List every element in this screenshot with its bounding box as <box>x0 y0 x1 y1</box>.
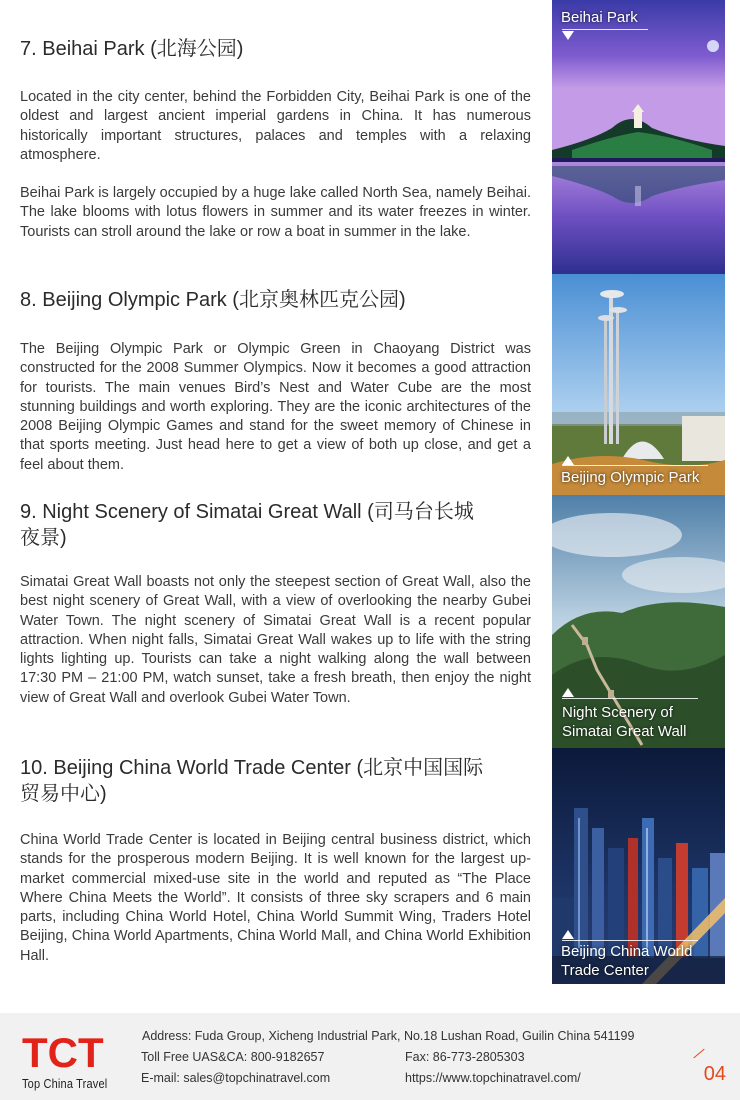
photo-world-trade-center <box>552 748 725 984</box>
photo-caption-line: Simatai Great Wall <box>562 723 687 740</box>
photo-caption-line: Night Scenery of <box>562 704 673 721</box>
caption-divider <box>562 465 708 466</box>
section-paragraph: Located in the city center, behind the Forbidden City, Beihai Park is one of the oldest and largest ancient imperial gardens in China. It has numerous historically important structures, palaces and temples with a relaxing atmosphere. <box>20 89 531 163</box>
photo-caption-line: Beijing China World <box>561 943 693 960</box>
photo-beihai-park <box>552 0 725 274</box>
caption-triangle-icon <box>562 456 574 465</box>
section-beihai-park <box>20 36 531 242</box>
section-title-line: 10. Beijing China World Trade Center (北京中国国际 <box>20 757 484 779</box>
section-title-line: 9. Night Scenery of Simatai Great Wall (司马台长城 <box>20 501 474 523</box>
footer-website-link[interactable]: https://www.topchinatravel.com/ <box>405 1071 581 1085</box>
section-title <box>20 755 531 807</box>
section-title-line: 夜景) <box>20 527 67 549</box>
olympic-park-image <box>552 274 725 495</box>
caption-triangle-icon <box>562 688 574 697</box>
logo-letters: TCT <box>22 1029 104 1075</box>
footer-toll-free: Toll Free UAS&CA: 800-9182657 <box>141 1050 325 1064</box>
footer-fax: Fax: 86-773-2805303 <box>405 1050 525 1064</box>
page-footer <box>0 1013 740 1100</box>
logo-text: Top China Travel <box>22 1077 108 1091</box>
page-number-accent <box>693 1049 704 1059</box>
section-simatai-great-wall <box>20 499 531 708</box>
section-title-line: 贸易中心) <box>20 783 107 805</box>
section-paragraph: The Beijing Olympic Park or Olympic Green in Chaoyang District was constructed for the 2008 Summer Olympics. Now it becomes a good attraction for tourists. The main venues Bird’s Nest and Water Cube are the most stunning buildings and worth exploring. They are the iconic architectures of the 2008 Beijing Olympic Games and stand for the sweet memory of Chinese in that sports meeting. Just head here to get a view of both up close, and get a feel about them. <box>20 341 531 473</box>
company-logo <box>20 1029 110 1089</box>
tct-logo-icon <box>20 1029 110 1075</box>
footer-address: Address: Fuda Group, Xicheng Industrial Park, No.18 Lushan Road, Guilin China 541199 <box>142 1029 635 1043</box>
caption-triangle-icon <box>562 930 574 939</box>
caption-divider <box>562 29 648 30</box>
photo-caption: Beihai Park <box>561 9 638 26</box>
section-olympic-park <box>20 287 531 475</box>
section-title: 7. Beihai Park (北海公园) <box>20 38 244 60</box>
beihai-park-image <box>552 0 725 274</box>
footer-email[interactable]: E-mail: sales@topchinatravel.com <box>141 1071 331 1085</box>
photo-caption: Beijing Olympic Park <box>561 469 700 486</box>
section-title <box>20 499 531 551</box>
section-paragraph: Simatai Great Wall boasts not only the steepest section of Great Wall, also the best night scenery of Great Wall, with a view of overlooking the nearby Gubei Water Town. The night scenery of Simatai Great Wall is a recent popular attraction. When night falls, Simatai Great Wall wakes up to life with the string lights lighting up. Tourists can take a night walking along the wall between 17:30 PM – 21:00 PM, watch sunset, take a fresh breath, then enjoy the night view of Great Wall and overlook Gubei Water Town. <box>20 574 531 706</box>
section-paragraph: Beihai Park is largely occupied by a huge lake called North Sea, namely Beihai. The lake blooms with lotus flowers in summer and its water freezes in winter. Tourists can stroll around the lake or row a boat in summer in the lake. <box>20 185 531 240</box>
photo-olympic-park <box>552 274 725 495</box>
photo-simatai-great-wall <box>552 495 725 748</box>
section-title: 8. Beijing Olympic Park (北京奥林匹克公园) <box>20 289 406 311</box>
photo-caption <box>562 703 686 741</box>
page-number: 04 <box>703 1063 726 1085</box>
caption-divider <box>562 940 698 941</box>
photo-caption-line: Trade Center <box>561 962 649 979</box>
caption-triangle-icon <box>562 31 574 40</box>
section-paragraph: China World Trade Center is located in Beijing central business district, which stands for the prosperous modern Beijing. It is well known for the largest up-market commercial mixed-use site in the world and reputed as “The Place Where China Meets the World”. It consists of three sky scrapers and 6 main parts, including China World Hotel, China World Summit Wing, Traders Hotel Beijing, China World Apartments, China World Mall, and China World Exhibition Hall. <box>20 832 531 964</box>
caption-divider <box>562 698 698 699</box>
photo-caption <box>561 942 692 980</box>
section-world-trade-center <box>20 755 531 966</box>
